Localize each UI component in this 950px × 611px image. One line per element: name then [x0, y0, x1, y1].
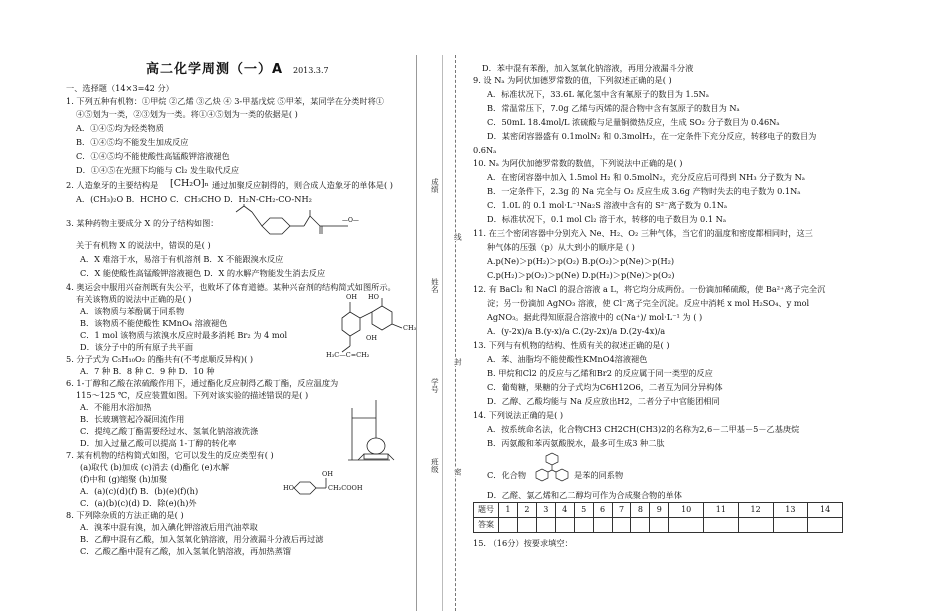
option-b: B．常温常压下，7.0g 乙烯与丙烯的混合物中含有氢原子的数目为 Nₐ	[487, 103, 740, 113]
question-text: 有关该物质的说法中正确的是( )	[76, 294, 192, 304]
option-a: A．在密闭容器中加入 1.5mol H₂ 和 0.5molN₂，充分反应后可得到 NH₃ 分子数为 Nₐ	[487, 172, 805, 182]
answer-cell[interactable]	[808, 518, 843, 533]
option-d-cont: 0.6Nₐ	[473, 145, 497, 155]
answer-cell[interactable]	[773, 518, 808, 533]
answer-table	[473, 502, 843, 533]
option-c: C．提纯乙酸丁酯需要经过水、氢氧化钠溶液洗涤	[80, 426, 259, 436]
option-c-tail: 是苯的同系物	[574, 470, 624, 480]
option-b: B．一定条件下，2.3g 的 Na 完全与 O₂ 反应生成 3.6g 产物时失去的电子数为 0.1Nₐ	[487, 186, 801, 196]
question-text: 11. 在三个密闭容器中分别充入 Ne、H₂、O₂ 三种气体，当它们的温度和密度都相同时，这三	[473, 228, 813, 238]
class-label: 班级	[430, 458, 440, 473]
question-text: 6. 1-丁醇和乙酸在浓硫酸作用下，通过酯化反应制得乙酸丁酯，反应温度为	[66, 378, 339, 388]
option-b: B．①④⑤均不能发生加成反应	[76, 137, 189, 147]
option-a: A．①④⑤均为烃类物质	[76, 123, 164, 133]
chem-label: H₃C—C=CH₂	[326, 351, 370, 359]
answer-cell[interactable]	[669, 518, 704, 533]
option-d: D．某密闭容器盛有 0.1molN₂ 和 0.3molH₂，在一定条件下充分反应，转移电子的数目为	[487, 131, 817, 141]
question-text: 7. 某有机物的结构简式如图，它可以发生的反应类型有( )	[66, 450, 274, 460]
option-c: C．葡萄糖，果糖的分子式均为C6H12O6，二者互为同分异构体	[487, 382, 723, 392]
option-a: A．标准状况下，33.6L 氟化氢中含有氟原子的数目为 1.5Nₐ	[487, 89, 709, 99]
q8-option-d: D．苯中混有苯酚，加入氢氧化钠溶液，再用分液漏斗分液	[482, 63, 694, 73]
question-number-cell: 4	[555, 503, 574, 518]
answer-cell[interactable]	[704, 518, 739, 533]
options-ab: A．X 难溶于水，易溶于有机溶剂 B．X 不能跟溴水反应	[80, 254, 284, 264]
question-text: 10. Nₐ 为阿伏加德罗常数的数值，下列说法中正确的是( )	[473, 158, 683, 168]
option-c: C．化合物	[487, 470, 527, 480]
question-text: 4. 奥运会中服用兴奋剂既有失公平，也败坏了体育道德。某种兴奋剂的结构简式如图所示。	[66, 282, 396, 292]
question-text: 8. 下列除杂质的方法正确的是( )	[66, 510, 184, 520]
question-text: 2. 人造象牙的主要结构是	[66, 180, 159, 190]
options-ab: A．(a)(c)(d)(f) B．(b)(e)(f)(h)	[80, 486, 199, 496]
chem-label: OH	[346, 293, 357, 301]
options: A．(y-2x)/a B.(y-x)/a C.(2y-2x)/a D.(2y-4x)/a	[487, 326, 666, 336]
option-d: D．该分子中的所有原子共平面	[80, 342, 194, 352]
polymer-formula: [CH₂O]ₙ	[170, 178, 209, 189]
option-c: C．50mL 18.4mol/L 浓硫酸与足量铜微热反应，生成 SO₂ 分子数目为 0.46Nₐ	[487, 117, 780, 127]
option-c: C．1.0L 的 0.1 mol·L⁻¹Na₂S 溶液中含有的 S²⁻离子数为 0.1Nₐ	[487, 200, 728, 210]
question-number-cell: 7	[612, 503, 631, 518]
seal-line	[455, 55, 456, 611]
option-d: D．加入过量乙酸可以提高 1-丁醇的转化率	[80, 438, 237, 448]
seal-marker: 封	[453, 358, 463, 366]
question-text: 115～125 ℃，反应装置如图。下列对该实验的描述错误的是( )	[76, 390, 309, 400]
question-number-cell: 10	[669, 503, 704, 518]
table-header-cell: 答案	[474, 518, 499, 533]
question-text: 9. 设 Nₐ 为阿伏加德罗常数的值，下列叙述正确的是( )	[473, 75, 672, 85]
answer-cell[interactable]	[536, 518, 555, 533]
chem-label: HO	[368, 293, 379, 301]
question-number-cell: 5	[574, 503, 593, 518]
question-text: 3. 某种药物主要成分 X 的分子结构如图：	[66, 218, 219, 228]
question-number-cell: 6	[593, 503, 612, 518]
question-number-cell: 1	[499, 503, 518, 518]
option-a: A．该物质与苯酚属于同系物	[80, 306, 185, 316]
option-b: B．丙氨酸和苯丙氨酸脱水，最多可生成3 种二肽	[487, 438, 665, 448]
answer-cell[interactable]	[555, 518, 574, 533]
option-d: D．乙醇、乙酸均能与 Na 反应放出H2，二者分子中官能团相同	[487, 396, 720, 406]
option-d: D．乙醛、氯乙烯和乙二醇均可作为合成聚合物的单体	[487, 490, 682, 500]
reaction-types: (f)中和 (g)缩聚 (h)加聚	[80, 474, 168, 484]
answer-cell[interactable]	[593, 518, 612, 533]
answer-cell[interactable]	[574, 518, 593, 533]
student-id-label: 学号	[430, 378, 440, 393]
answer-cell[interactable]	[631, 518, 650, 533]
question-number-cell: 14	[808, 503, 843, 518]
option-a: A．不能用水浴加热	[80, 402, 152, 412]
exam-date: 2013.3.7	[293, 66, 329, 75]
question-text: AgNO₃。据此得知原混合溶液中的 c(Na⁺)/ mol·L⁻¹ 为 ( )	[487, 312, 703, 322]
question-text: 13. 下列与有机物的结构、性质有关的叙述正确的是( )	[473, 340, 670, 350]
question-number-cell: 9	[650, 503, 669, 518]
question-text: 通过加聚反应制得的，则合成人造象牙的单体是( )	[212, 180, 393, 190]
structure-x-image	[232, 204, 412, 246]
option-a: A．苯、油脂均不能使酸性KMnO4溶液褪色	[487, 354, 648, 364]
option-b: B．长玻璃管起冷凝回流作用	[80, 414, 185, 424]
score-label: 成绩	[430, 178, 440, 193]
table-header-cell: 题号	[474, 503, 499, 518]
question-number-cell: 2	[517, 503, 536, 518]
question-number-cell: 3	[536, 503, 555, 518]
question-text: 淀；另一份滴加 AgNO₃ 溶液，使 Cl⁻离子完全沉淀。反应中消耗 x mol H₂SO₄、y mol	[487, 298, 810, 308]
question-text: 5. 分子式为 C₅H₁₀O₂ 的酯共有(不考虑顺反异构)( )	[66, 354, 254, 364]
question-text: 14. 下列说法正确的是( )	[473, 410, 564, 420]
option-c: C．1 mol 该物质与浓溴水反应时最多消耗 Br₂ 为 4 mol	[80, 330, 288, 340]
option-b: B．乙醇中混有乙酸，加入氢氧化钠溶液，用分液漏斗分液后再过滤	[80, 534, 324, 544]
option-d: D．标准状况下，0.1 mol Cl₂ 溶于水，转移的电子数目为 0.1 Nₐ	[487, 214, 726, 224]
option-b: B. 甲烷和Cl2 的反应与乙烯和Br2 的反应属于同一类型的反应	[487, 368, 713, 378]
question-text: 12. 有 BaCl₂ 和 NaCl 的混合溶液 a L，将它均分成两份。一份滴加稀硫酸，使 Ba²⁺离子完全沉	[473, 284, 826, 294]
options: A．7 种 B．8 种 C．9 种 D．10 种	[80, 366, 215, 376]
options-cd: C.p(H₂)＞p(O₂)＞p(Ne) D.p(H₂)＞p(Ne)＞p(O₂)	[487, 270, 675, 280]
table-row	[474, 518, 843, 533]
options-ab: A.p(Ne)＞p(H₂)＞p(O₂) B.p(O₂)＞p(Ne)＞p(H₂)	[487, 256, 675, 266]
options: A．(CH₃)₂O B．HCHO C．CH₃CHO D．H₂N-CH₂-CO-NH₂	[76, 194, 312, 204]
question-number-cell: 13	[773, 503, 808, 518]
margin-rule	[416, 55, 417, 611]
option-b: B．该物质不能使酸性 KMnO₄ 溶液褪色	[80, 318, 228, 328]
question-number-cell: 12	[738, 503, 773, 518]
answer-cell[interactable]	[499, 518, 518, 533]
reaction-types: (a)取代 (b)加成 (c)消去 (d)酯化 (e)水解	[80, 462, 230, 472]
seal-marker: 线	[453, 233, 463, 241]
page-title: 高二化学周测（一）A	[146, 62, 284, 77]
question-15: 15. （16分）按要求填空：	[473, 538, 573, 548]
table-row	[474, 503, 843, 518]
answer-cell[interactable]	[738, 518, 773, 533]
chem-label: HO	[283, 484, 294, 492]
question-text: 种气体的压强（p）从大到小的顺序是 ( )	[487, 242, 635, 252]
option-c: C．①④⑤均不能使酸性高锰酸钾溶液褪色	[76, 151, 230, 161]
question-number-cell: 8	[631, 503, 650, 518]
chem-label: CH₃	[403, 324, 417, 332]
question-text: 关于有机物 X 的说法中，错误的是( )	[76, 240, 211, 250]
options-cd: C．(a)(b)(c)(d) D．除(e)(h)外	[80, 498, 197, 508]
options-cd: C．X 能使酸性高锰酸钾溶液褪色 D．X 的水解产物能发生消去反应	[80, 268, 326, 278]
question-text: ④⑤划为一类，②③划为一类。将①④⑤划为一类的依据是( )	[76, 109, 298, 119]
seal-marker: 密	[453, 468, 463, 476]
chem-label: CH₂COOH	[328, 484, 363, 492]
svg-text:—O—: —O—	[342, 217, 359, 224]
section-heading: 一、选择题（14×3=42 分）	[66, 83, 174, 93]
name-label: 姓名	[430, 278, 440, 293]
answer-cell[interactable]	[650, 518, 669, 533]
question-text: 1. 下列五种有机物：①甲烷 ②乙烯 ③乙炔 ④ 3-甲基戊烷 ⑤甲苯，某同学在分类时将①	[66, 96, 384, 106]
chem-label: OH	[322, 470, 333, 478]
reflux-apparatus-image	[346, 398, 402, 464]
margin-rule	[442, 55, 443, 611]
question-number-cell: 11	[704, 503, 739, 518]
triphenylmethane-structure-image	[532, 452, 574, 484]
option-c: C．乙酸乙酯中混有乙酸，加入氢氧化钠溶液，再加热蒸馏	[80, 546, 291, 556]
chem-label: OH	[366, 334, 377, 342]
option-a: A．溴苯中混有溴，加入碘化钾溶液后用汽油萃取	[80, 522, 258, 532]
option-d: D．①④⑤在光照下均能与 Cl₂ 发生取代反应	[76, 165, 240, 175]
answer-cell[interactable]	[612, 518, 631, 533]
option-a: A．按系统命名法，化合物CH3 CH2CH(CH3)2的名称为2,6－二甲基－5－乙基庚烷	[487, 424, 800, 434]
answer-cell[interactable]	[517, 518, 536, 533]
